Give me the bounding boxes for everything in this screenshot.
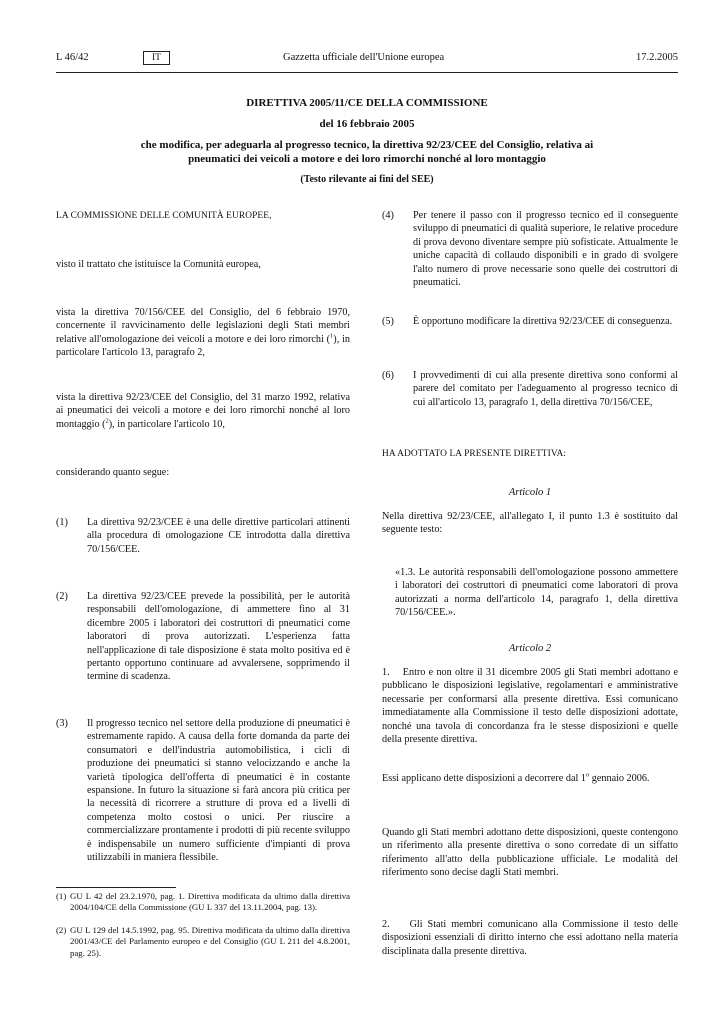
recital-text: La direttiva 92/23/CEE è una delle direttive particolari attinenti alla procedura di omologazione CE introdotta dalla direttiva 70/156/CEE. [87, 517, 350, 555]
directive-subject-line1: che modifica, per adeguarla al progresso tecnico, la direttiva 92/23/CEE del Consiglio, relativa ai [140, 139, 594, 151]
recital-text: Il progresso tecnico nel settore della produzione di pneumatici è estremamente rapido. A causa della forte domanda da parte dei consumatori e dell'industria automobilistica, i cicli di produzione dei pneumatici si stanno velocizzando e anche la varietà tipologica dell'offerta di pneumatici è in costante espansione. In futuro la situazione si farà ancora più critica per la necessità di ricorrere a strutture di prova ed a livelli di competenza molto costosi o unici. Per riuscire a commercializzare prontamente i prodotti di più recente sviluppo è indispensabile un numero sufficiente d'impianti di prova utilizzabili in maniera flessibile. [87, 718, 350, 864]
recital-number: (4) [382, 210, 394, 221]
footnote-rule [56, 887, 176, 888]
commission-heading: LA COMMISSIONE DELLE COMUNITÀ EUROPEE, [56, 211, 272, 221]
footnote-marker: (1) [56, 891, 67, 901]
page-reference: L 46/42 [56, 52, 89, 63]
footnote-ref: 2 [105, 417, 109, 425]
article-2-application-date [382, 772, 678, 785]
recital-text: La direttiva 92/23/CEE prevede la possibilità, per le autorità responsabili dell'omologazione, di ammettere fino al 31 dicembre 2005 i laboratori dei costruttori di pneumatici come laboratori di prova autorizzati. L'esperienza fatta nell'applicazione di tale disposizione è stata molto positiva ed è pertanto opportuno continuare ad avvalersene, sopprimendo il termine di scadenza. [87, 591, 350, 683]
recital-text: I provvedimenti di cui alla presente direttiva sono conformi al parere del comitato per l'adeguamento al progresso tecnico di cui all'articolo 13, paragrafo 1, della direttiva 70/156/CEE, [413, 370, 678, 408]
directive-date: del 16 febbraio 2005 [319, 118, 415, 130]
header-rule [56, 72, 678, 73]
eea-relevance-note: (Testo rilevante ai fini del SEE) [300, 174, 434, 185]
ordinal: o [585, 771, 590, 779]
article-2-heading: Articolo 2 [508, 643, 552, 654]
paragraph-number: 2. [382, 919, 390, 930]
text: Essi applicano dette disposizioni a decorrere dal 1 [382, 773, 586, 784]
text-end: gennaio 2006. [589, 773, 650, 784]
considering-heading: considerando quanto segue: [56, 467, 170, 478]
citation-text-end: ), in particolare l'articolo 13, paragrafo 2, [56, 333, 350, 359]
citation-directive-70-156 [56, 306, 350, 360]
recital-number: (2) [56, 591, 68, 602]
recital-number: (3) [56, 718, 68, 729]
recital-number: (1) [56, 517, 68, 528]
recital-text: Per tenere il passo con il progresso tecnico ed il conseguente sviluppo di pneumatici di qualità superiore, le relative procedure di prova devono diventare sempre più sofisticate. Attualmente le uniche capacità di collaudo disponibili e in grado di svolgere l'alto numero di prove necessarie sono quelle dei costruttori di pneumatici. [413, 210, 678, 289]
publication-date: 17.2.2005 [636, 52, 678, 63]
journal-name: Gazzetta ufficiale dell'Unione europea [283, 52, 445, 63]
paragraph-text: Gli Stati membri comunicano alla Commissione il testo delle disposizioni essenziali di diritto interno che essi adottano nella materia disciplinata dalla presente direttiva. [382, 919, 678, 957]
article-1-text: Nella direttiva 92/23/CEE, all'allegato I, il punto 1.3 è sostituito dal seguente testo: [382, 511, 678, 536]
adopted-heading: HA ADOTTATO LA PRESENTE DIRETTIVA: [382, 449, 567, 459]
recital-text: È opportuno modificare la direttiva 92/23/CEE di conseguenza. [413, 316, 673, 327]
footnote-text: GU L 42 del 23.2.1970, pag. 1. Direttiva modificata da ultimo dalla direttiva 2004/104/CE della Commissione (GU L 337 del 13.11.2004, pag. 13). [70, 891, 350, 913]
citation-text: vista la direttiva 92/23/CEE del Consiglio, del 31 marzo 1992, relativa ai pneumatici dei veicoli a motore e dei loro rimorchi nonché al loro montaggio ( [56, 392, 350, 430]
directive-subject-line2: pneumatici dei veicoli a motore e dei loro rimorchi nonché al loro montaggio [188, 153, 546, 165]
article-2-reference-clause: Quando gli Stati membri adottano dette disposizioni, queste contengono un riferimento alla presente direttiva o sono corredate di un siffatto riferimento all'atto della pubblicazione ufficiale. Le modalità del riferimento sono decise dagli Stati membri. [382, 827, 678, 879]
footnote-text: GU L 129 del 14.5.1992, pag. 95. Direttiva modificata da ultimo dalla direttiva 2001/43/CE del Parlamento europeo e del Consiglio (GU L 211 del 4.8.2001, pag. 25). [70, 925, 350, 958]
citation-text-end: ), in particolare l'articolo 10, [108, 418, 225, 430]
article-1-heading: Articolo 1 [508, 487, 552, 498]
footnote-ref: 1 [330, 332, 334, 340]
article-2-paragraph-2 [382, 918, 678, 958]
paragraph-text: Entro e non oltre il 31 dicembre 2005 gli Stati membri adottano e pubblicano le disposizioni legislative, regolamentari e amministrative necessarie per conformarsi alla presente direttiva. Essi comunicano immediatamente alla Commissione il testo delle disposizioni adottate, nonché una tavola di concordanza fra le stesse disposizioni e quelle della presente direttiva. [382, 667, 679, 746]
article-2-paragraph-1 [382, 666, 678, 746]
article-1-quoted-text: «1.3. Le autorità responsabili dell'omologazione possono ammettere i laboratori dei costruttori di pneumatici come laboratori di prova autorizzati a norma dell'articolo 14, paragrafo 1, della direttiva 70/156/CEE.». [395, 567, 678, 619]
recital-number: (5) [382, 316, 394, 327]
recital-number: (6) [382, 370, 394, 381]
citation-directive-92-23 [56, 391, 350, 431]
directive-title: DIRETTIVA 2005/11/CE DELLA COMMISSIONE [246, 97, 488, 109]
language-badge: IT [143, 51, 170, 65]
paragraph-number: 1. [382, 667, 390, 678]
footnote-marker: (2) [56, 925, 67, 935]
citation-treaty: visto il trattato che istituisce la Comunità europea, [56, 259, 261, 270]
citation-text: vista la direttiva 70/156/CEE del Consiglio, del 6 febbraio 1970, concernente il ravvicinamento delle legislazioni degli Stati membri relative all'omologazione dei veicoli a motore e dei loro rimorchi ( [56, 307, 350, 345]
